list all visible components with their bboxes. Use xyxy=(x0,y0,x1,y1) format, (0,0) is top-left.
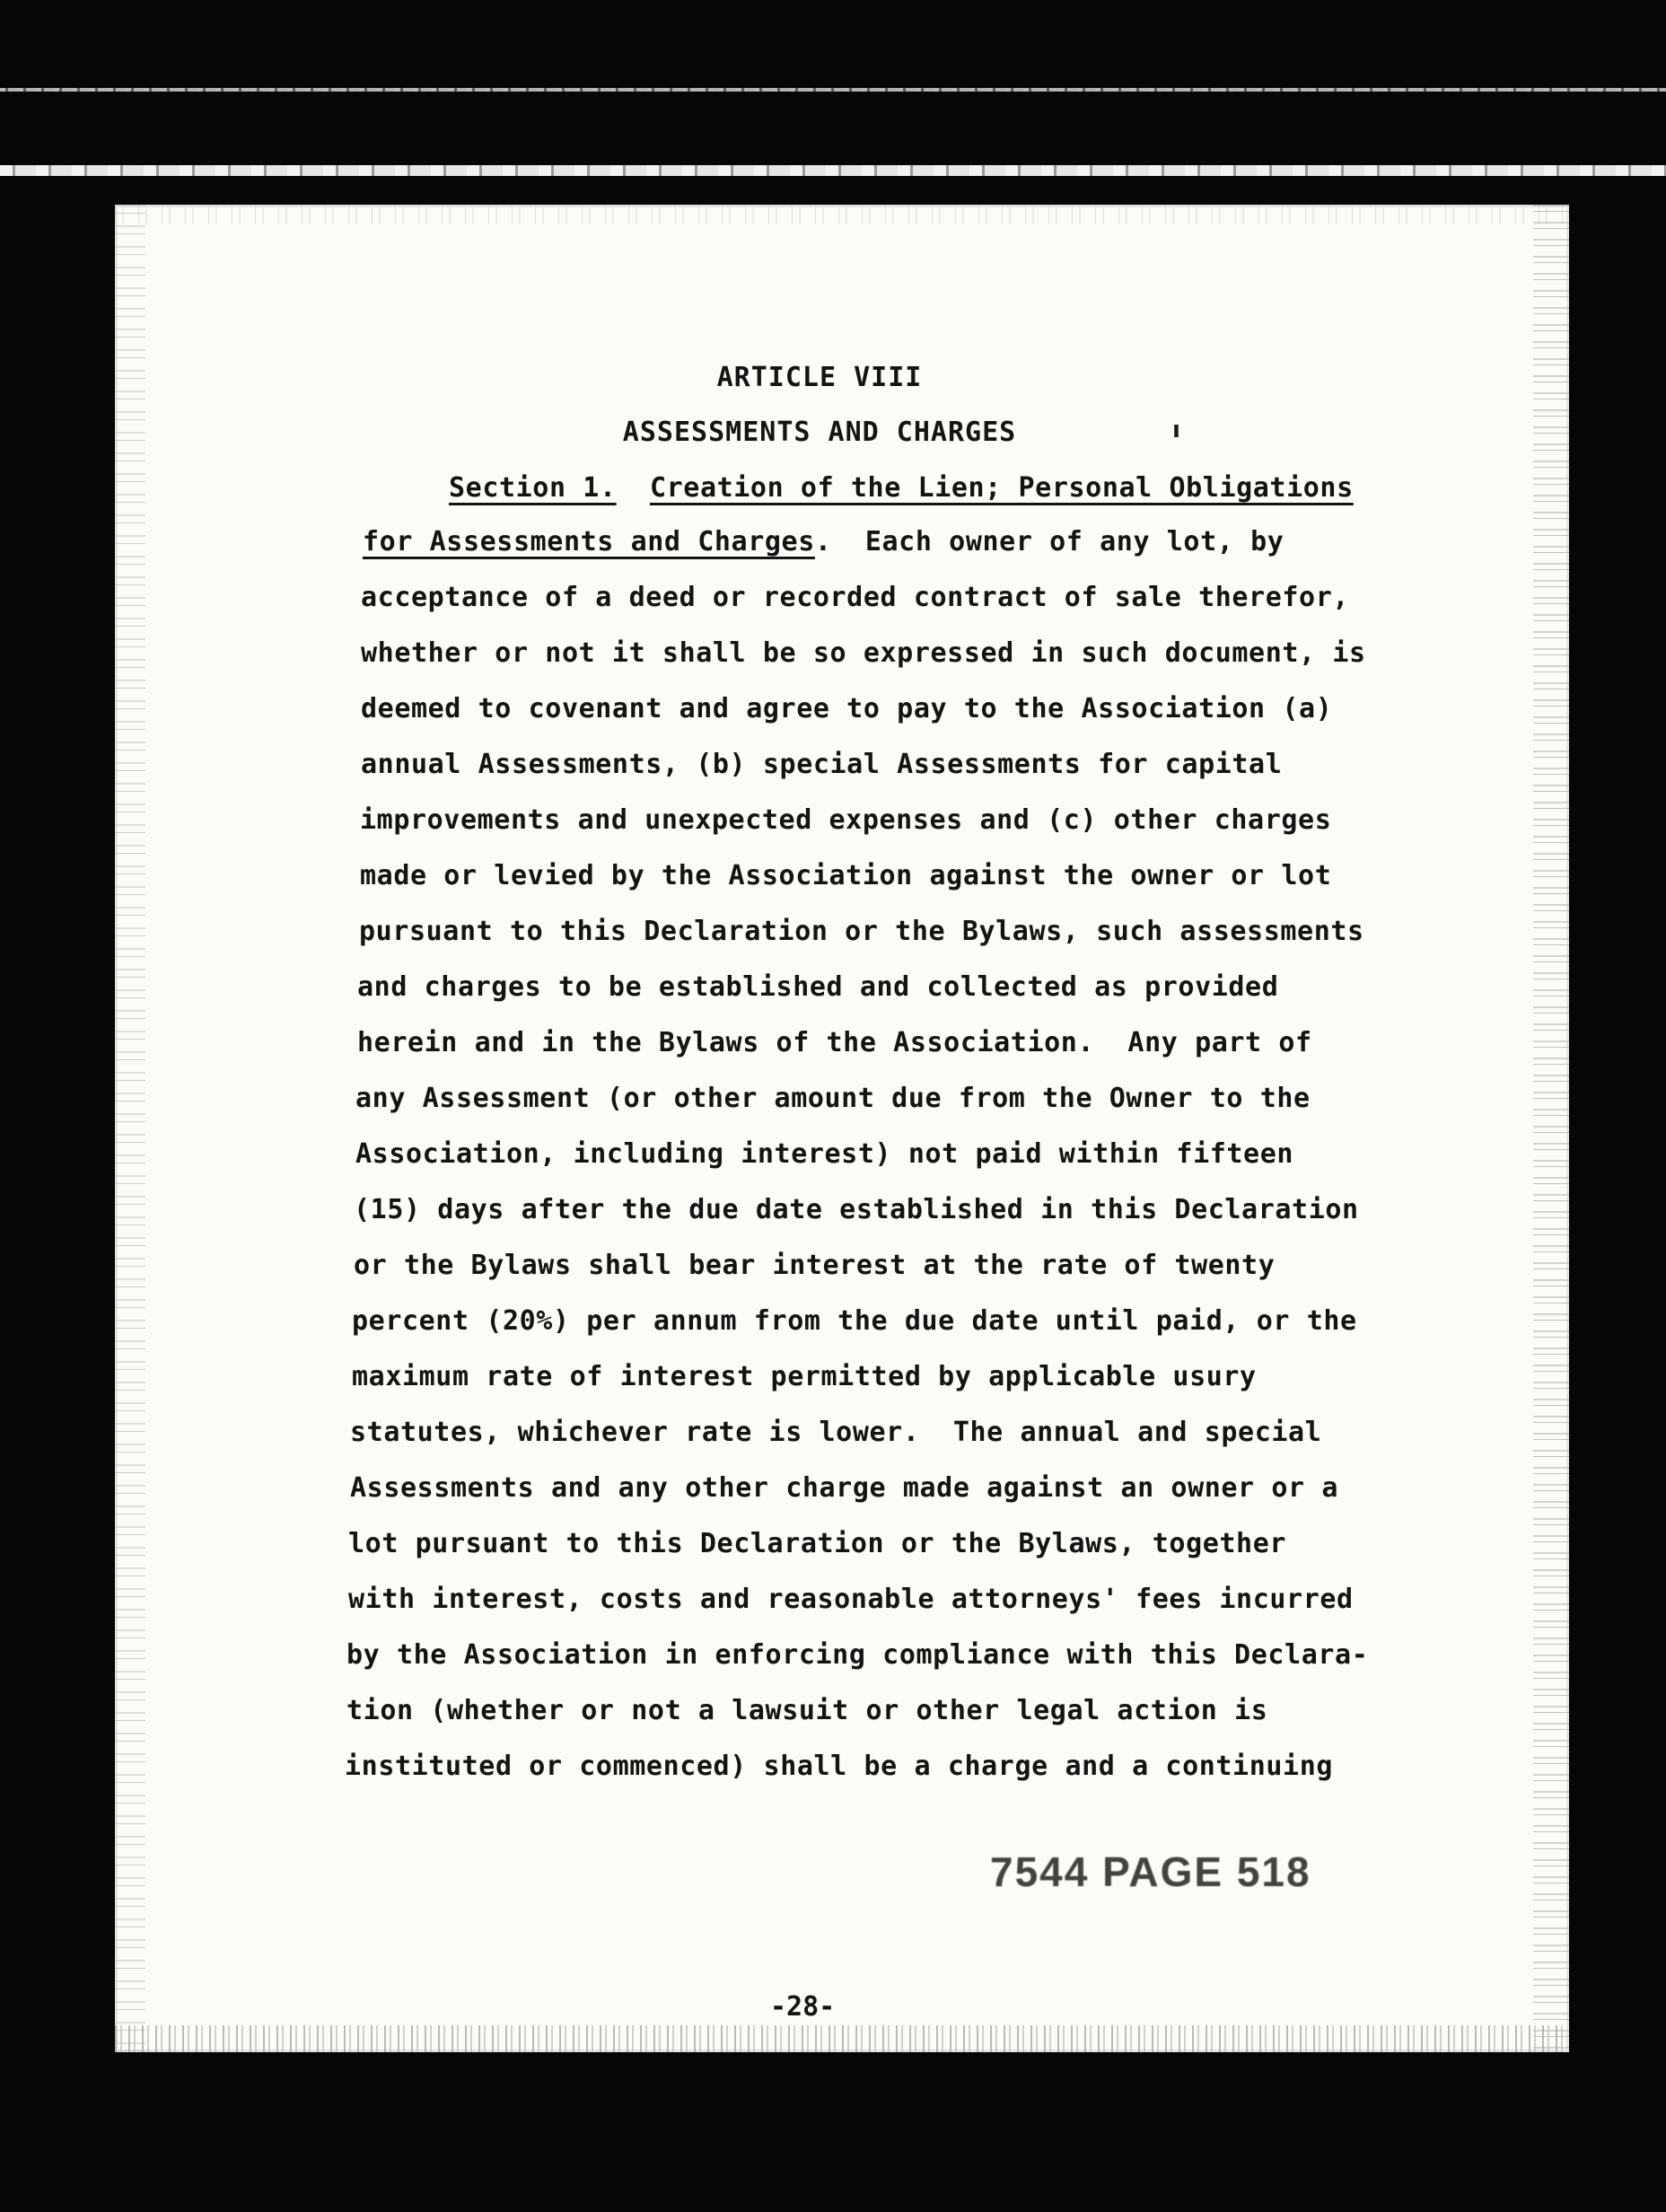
document-text xyxy=(115,205,1569,2052)
body-line: Association, including interest) not paid within fifteen xyxy=(355,1138,1294,1170)
body-line: instituted or commenced) shall be a charge and a continuing xyxy=(345,1751,1334,1782)
section-label: Section 1. xyxy=(449,472,617,504)
body-line: and charges to be established and collected as provided xyxy=(357,971,1279,1003)
body-line: tion (whether or not a lawsuit or other legal action is xyxy=(346,1695,1268,1726)
scan-border-line xyxy=(0,88,1666,92)
recording-stamp: 7544 PAGE 518 xyxy=(990,1848,1311,1895)
body-line: acceptance of a deed or recorded contract of sale therefor, xyxy=(361,582,1350,613)
body-line: statutes, whichever rate is lower. The annual and special xyxy=(350,1417,1322,1448)
body-line: improvements and unexpected expenses and (c) other charges xyxy=(360,804,1332,836)
section-heading-title-cont: for Assessments and Charges xyxy=(363,526,815,557)
body-line: by the Association in enforcing compliance with this Declara- xyxy=(346,1639,1369,1671)
body-line: any Assessment (or other amount due from the Owner to the xyxy=(355,1083,1311,1114)
body-line: Assessments and any other charge made against an owner or a xyxy=(350,1472,1339,1504)
body-line: maximum rate of interest permitted by applicable usury xyxy=(352,1361,1257,1392)
document-page xyxy=(115,205,1569,2052)
article-subtitle: ASSESSMENTS AND CHARGES xyxy=(622,417,1017,448)
body-line: or the Bylaws shall bear interest at the rate of twenty xyxy=(354,1250,1276,1281)
article-title: ARTICLE VIII xyxy=(716,362,923,393)
body-line: deemed to covenant and agree to pay to the Association (a) xyxy=(361,693,1333,724)
body-line: herein and in the Bylaws of the Association. Any part of xyxy=(357,1027,1312,1058)
body-line: annual Assessments, (b) special Assessments for capital xyxy=(361,749,1283,780)
page-number: -28- xyxy=(770,1991,836,2023)
scan-border-band xyxy=(0,165,1666,176)
body-line: . Each owner of any lot, by xyxy=(814,526,1285,557)
body-line: whether or not it shall be so expressed in such document, is xyxy=(361,637,1366,669)
section-heading-line-1 xyxy=(449,472,1354,504)
body-line: with interest, costs and reasonable attorneys' fees incurred xyxy=(348,1584,1354,1615)
body-line: pursuant to this Declaration or the Bylaws, such assessments xyxy=(359,916,1364,947)
body-line: percent (20%) per annum from the due date until paid, or the xyxy=(352,1305,1357,1337)
body-line: made or levied by the Association against the owner or lot xyxy=(360,860,1332,891)
body-line: lot pursuant to this Declaration or the Bylaws, together xyxy=(348,1528,1287,1559)
section-heading-line-2 xyxy=(363,526,1284,557)
stray-mark: ı xyxy=(1172,417,1180,443)
section-heading-title: Creation of the Lien; Personal Obligations xyxy=(649,472,1354,504)
body-line: (15) days after the due date established in this Declaration xyxy=(354,1194,1359,1225)
